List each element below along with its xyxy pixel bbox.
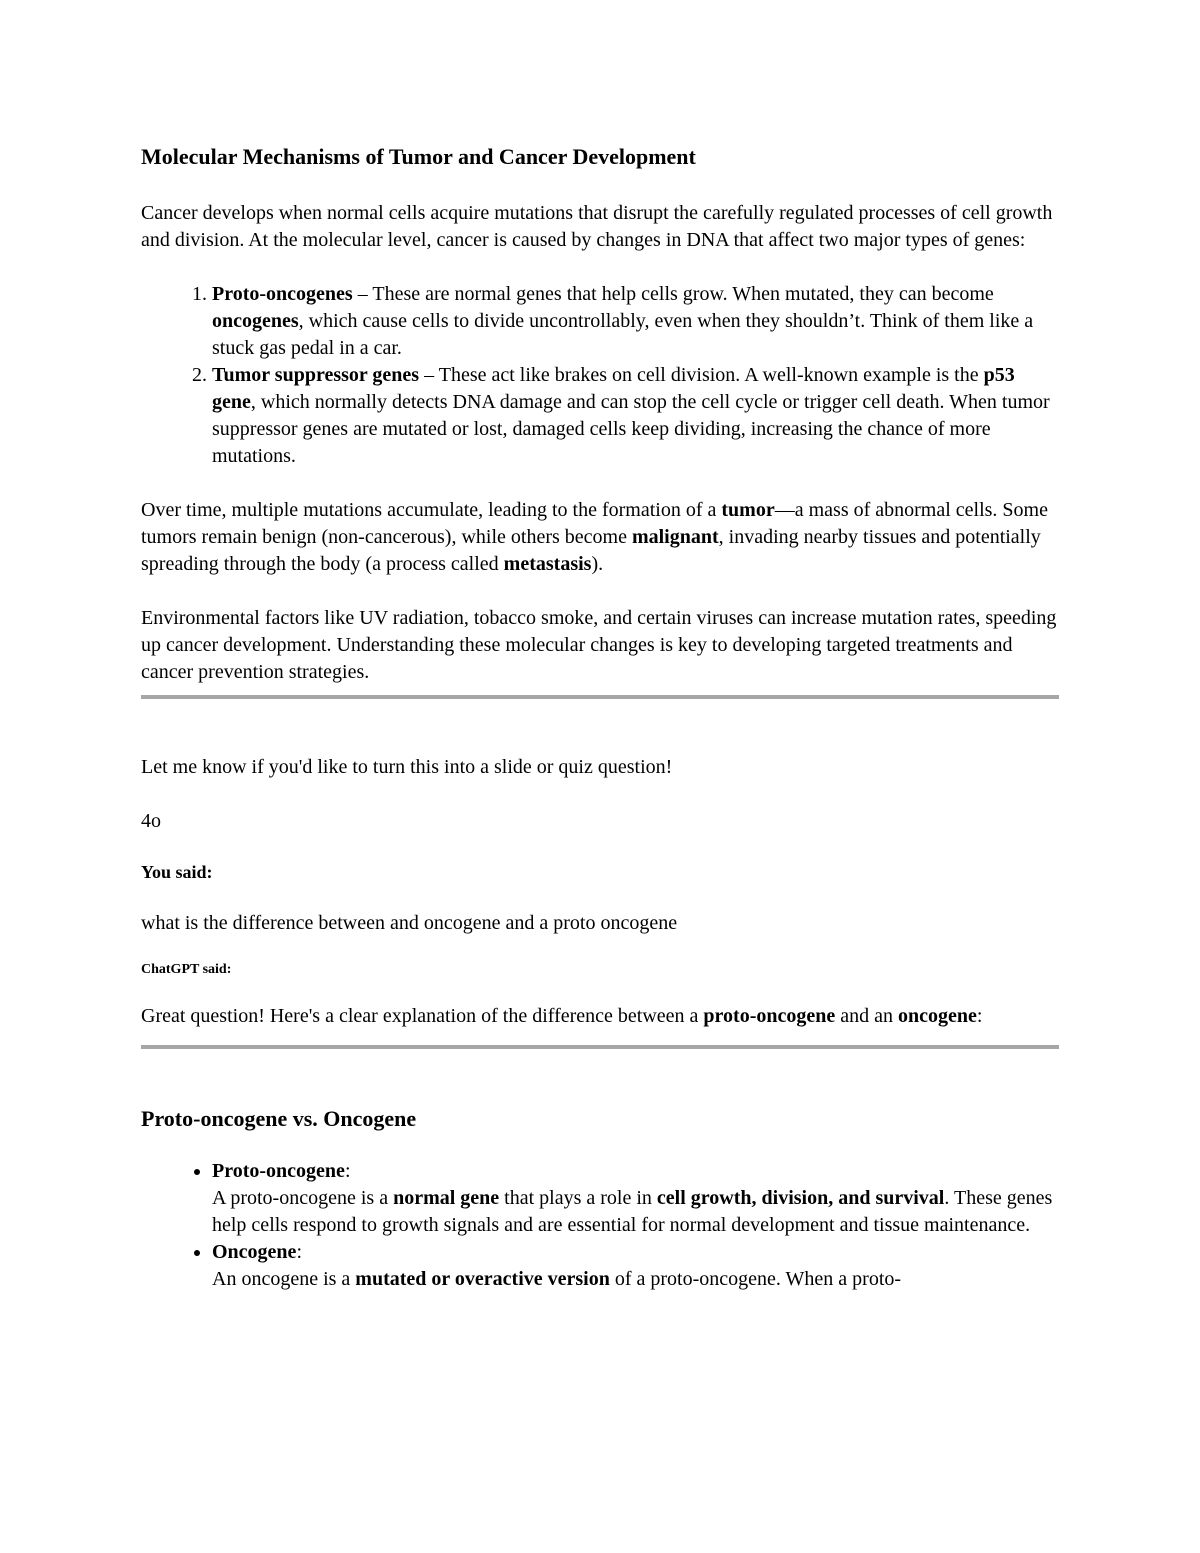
term-proto-oncogenes: Proto-oncogenes — [212, 283, 353, 305]
list-item: • Oncogene: An oncogene is a mutated or overactive version of a proto-oncogene. When a proto- — [212, 1239, 1061, 1293]
term-proto-oncogene: Proto-oncogene — [212, 1160, 345, 1182]
section-title: Proto-oncogene vs. Oncogene — [141, 1106, 417, 1131]
term-tumor-suppressor-genes: Tumor suppressor genes — [212, 364, 420, 386]
term-oncogene: Oncogene — [212, 1241, 297, 1263]
tumor-paragraph: Over time, multiple mutations accumulate, leading to the formation of a tumor—a mass of abnormal cells. Some tumors remain benign (non-cancerous), while others become malignant, invading nearby tissues and potentially spreading through the body (a process called metastasis). — [141, 499, 1048, 575]
list-item: 2. Tumor suppressor genes – These act like brakes on cell division. A well-known example is the p53 gene, which normally detects DNA damage and can stop the cell cycle or trigger cell death. When tumor suppressor genes are mutated or lost, damaged cells keep dividing, increasing the chance of more mutations. — [212, 362, 1061, 470]
environment-paragraph: Environmental factors like UV radiation, tobacco smoke, and certain viruses can increase mutation rates, speeding up cancer development. Understanding these molecular changes is key to developing targeted treatments and cancer prevention strategies. — [141, 607, 1057, 683]
list-item: • Proto-oncogene: A proto-oncogene is a normal gene that plays a role in cell growth, division, and survival. These genes help cells respond to growth signals and are essential for normal development and tissue maintenance. — [212, 1158, 1061, 1239]
document-page — [141, 140, 1061, 1293]
divider — [141, 1045, 1059, 1049]
chatgpt-said-label: ChatGPT said: — [141, 962, 232, 977]
answer-intro: Great question! Here's a clear explanation of the difference between a proto-oncogene and an oncogene: — [141, 1005, 983, 1027]
definition-list — [141, 1158, 1061, 1293]
user-question: what is the difference between and oncogene and a proto oncogene — [141, 912, 678, 934]
gene-type-list — [141, 281, 1061, 470]
document-title: Molecular Mechanisms of Tumor and Cancer Development — [141, 144, 696, 169]
followup-text: Let me know if you'd like to turn this into a slide or quiz question! — [141, 756, 673, 778]
list-item: 1. Proto-oncogenes – These are normal genes that help cells grow. When mutated, they can become oncogenes, which cause cells to divide uncontrollably, even when they shouldn’t. Think of them like a stuck gas pedal in a car. — [212, 281, 1061, 362]
model-label: 4o — [141, 810, 161, 832]
divider — [141, 695, 1059, 699]
you-said-label: You said: — [141, 862, 213, 882]
intro-paragraph: Cancer develops when normal cells acquire mutations that disrupt the carefully regulated processes of cell growth and division. At the molecular level, cancer is caused by changes in DNA that affect two major types of genes: — [141, 202, 1053, 251]
